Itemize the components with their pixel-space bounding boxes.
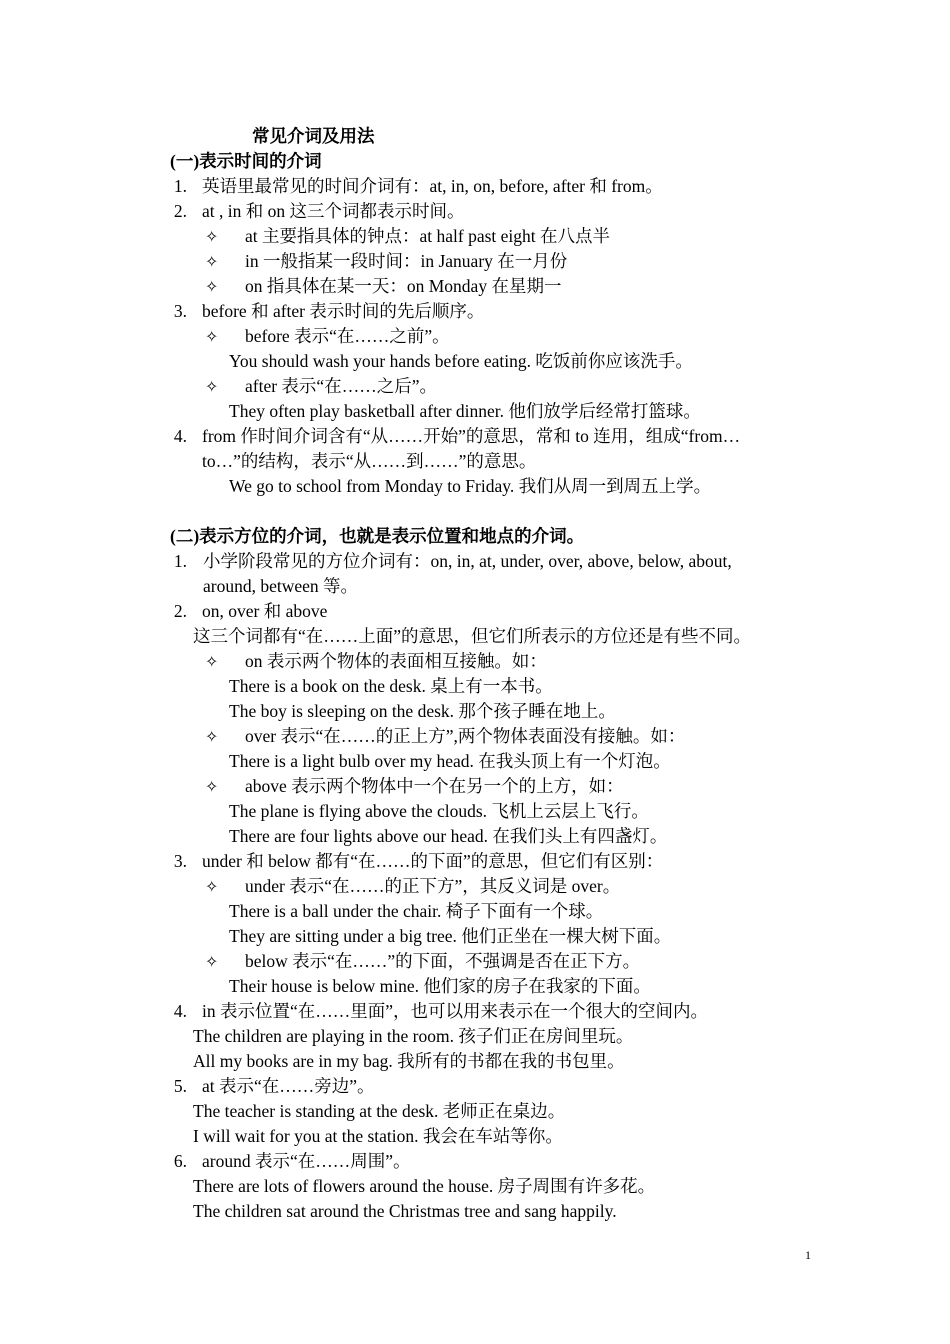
list-item: before 和 after 表示时间的先后顺序。 — [202, 301, 485, 321]
example-sentence: The teacher is standing at the desk. 老师正在桌边。 — [193, 1101, 566, 1121]
example-sentence: Their house is below mine. 他们家的房子在我家的下面。 — [229, 976, 651, 996]
sub-item: before 表示“在……之前”。 — [245, 326, 450, 346]
example-sentence: You should wash your hands before eating. 吃饭前你应该洗手。 — [229, 351, 693, 371]
example-sentence: There is a ball under the chair. 椅子下面有一个球。 — [229, 901, 604, 921]
list-item: around 表示“在……周围”。 — [202, 1151, 411, 1171]
list-number: 1. — [173, 176, 187, 196]
list-item: 英语里最常见的时间介词有：at, in, on, before, after 和 from。 — [202, 176, 663, 196]
example-sentence: There is a light bulb over my head. 在我头顶上有一个灯泡。 — [229, 751, 671, 771]
page-number: 1 — [805, 1248, 811, 1262]
sub-item: in 一般指某一段时间：in January 在一月份 — [245, 251, 568, 271]
document-title: 常见介词及用法 — [252, 126, 375, 146]
list-number: 2. — [173, 601, 187, 621]
list-item: at 表示“在……旁边”。 — [202, 1076, 375, 1096]
list-number: 3. — [173, 301, 187, 321]
diamond-bullet-icon: ✧ — [205, 952, 219, 971]
sub-item: over 表示“在……的正上方”,两个物体表面没有接触。如： — [245, 726, 686, 746]
list-number: 1. — [173, 551, 187, 571]
diamond-bullet-icon: ✧ — [205, 252, 219, 271]
list-item: from 作时间介词含有“从……开始”的意思，常和 to 连用，组成“from… — [202, 426, 741, 446]
list-item-continued: around, between 等。 — [203, 576, 359, 596]
example-sentence: They are sitting under a big tree. 他们正坐在一棵大树下面。 — [229, 926, 672, 946]
list-item-continued: to…”的结构，表示“从……到……”的意思。 — [202, 451, 537, 471]
sub-item: after 表示“在……之后”。 — [245, 376, 437, 396]
list-number: 3. — [173, 851, 187, 871]
list-item: on, over 和 above — [202, 601, 328, 621]
example-sentence: They often play basketball after dinner. 他们放学后经常打篮球。 — [229, 401, 701, 421]
list-number: 2. — [173, 201, 187, 221]
list-item: 小学阶段常见的方位介词有：on, in, at, under, over, above, below, about, — [203, 551, 732, 571]
example-sentence: We go to school from Monday to Friday. 我们从周一到周五上学。 — [229, 476, 712, 496]
example-sentence: The boy is sleeping on the desk. 那个孩子睡在地上。 — [229, 701, 616, 721]
sub-item: above 表示两个物体中一个在另一个的上方，如： — [245, 776, 624, 796]
diamond-bullet-icon: ✧ — [205, 377, 219, 396]
diamond-bullet-icon: ✧ — [205, 777, 219, 796]
list-number: 5. — [173, 1076, 187, 1096]
example-sentence: All my books are in my bag. 我所有的书都在我的书包里。 — [193, 1051, 625, 1071]
example-sentence: The children are playing in the room. 孩子们正在房间里玩。 — [193, 1026, 634, 1046]
sub-item: at 主要指具体的钟点：at half past eight 在八点半 — [245, 226, 611, 246]
sub-item: on 指具体在某一天：on Monday 在星期一 — [245, 276, 562, 296]
list-item: under 和 below 都有“在……的下面”的意思，但它们有区别： — [202, 851, 664, 871]
example-sentence: There are lots of flowers around the house. 房子周围有许多花。 — [193, 1176, 656, 1196]
sub-item: below 表示“在……”的下面，不强调是否在正下方。 — [245, 951, 641, 971]
sub-item: on 表示两个物体的表面相互接触。如： — [245, 651, 547, 671]
section-heading-place: (二)表示方位的介词，也就是表示位置和地点的介词。 — [170, 526, 585, 546]
list-number: 4. — [173, 426, 187, 446]
diamond-bullet-icon: ✧ — [205, 877, 219, 896]
example-sentence: The plane is flying above the clouds. 飞机上云层上飞行。 — [229, 801, 649, 821]
example-sentence: There is a book on the desk. 桌上有一本书。 — [229, 676, 553, 696]
diamond-bullet-icon: ✧ — [205, 277, 219, 296]
list-number: 4. — [173, 1001, 187, 1021]
list-number: 6. — [173, 1151, 187, 1171]
sub-item: under 表示“在……的正下方”，其反义词是 over。 — [245, 876, 621, 896]
diamond-bullet-icon: ✧ — [205, 727, 219, 746]
diamond-bullet-icon: ✧ — [205, 652, 219, 671]
list-item: in 表示位置“在……里面”，也可以用来表示在一个很大的空间内。 — [202, 1001, 709, 1021]
example-sentence: I will wait for you at the station. 我会在车站等你。 — [193, 1126, 563, 1146]
diamond-bullet-icon: ✧ — [205, 227, 219, 246]
example-sentence: There are four lights above our head. 在我们头上有四盏灯。 — [229, 826, 668, 846]
diamond-bullet-icon: ✧ — [205, 327, 219, 346]
section-heading-time: (一)表示时间的介词 — [170, 151, 322, 171]
list-item: at , in 和 on 这三个词都表示时间。 — [202, 201, 465, 221]
example-sentence: The children sat around the Christmas tree and sang happily. — [193, 1201, 617, 1221]
note-text: 这三个词都有“在……上面”的意思，但它们所表示的方位还是有些不同。 — [193, 626, 752, 646]
